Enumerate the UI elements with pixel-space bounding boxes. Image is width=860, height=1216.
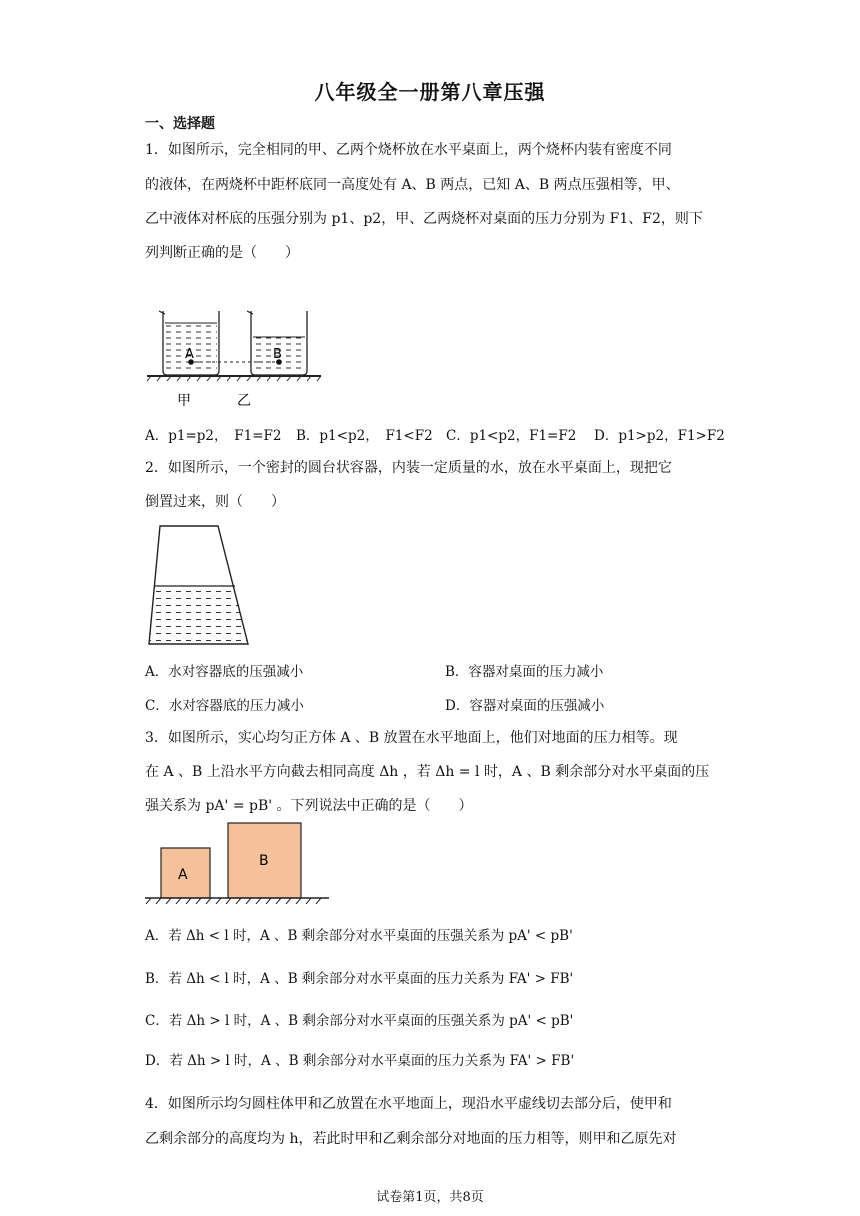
page-title: 八年级全一册第八章压强 xyxy=(314,80,546,104)
q2-option-d: D．容器对桌面的压强减小 xyxy=(445,698,605,714)
q1-option-a: A．p1=p2， F1=F2 xyxy=(145,428,282,444)
q1-label-yi: 乙 xyxy=(237,393,251,409)
q4-line-1: 4．如图所示均匀圆柱体甲和乙放置在水平地面上，现沿水平虚线切去部分后，使甲和 xyxy=(145,1096,672,1112)
q1-line-4: 列判断正确的是（ ） xyxy=(145,245,299,261)
q1-option-b: B．p1<p2， F1<F2 xyxy=(296,428,433,444)
q3-line-1: 3．如图所示，实心均匀正方体 A 、B 放置在水平地面上，他们对地面的压力相等。现 xyxy=(145,730,678,746)
q2-line-1: 2．如图所示，一个密封的圆台状容器，内装一定质量的水，放在水平桌面上，现把它 xyxy=(145,460,672,476)
q3-line-2: 在 A 、B 上沿水平方向截去相同高度 Δh ，若 Δh = l 时，A 、B 剩余部分对水平桌面的压 xyxy=(145,764,710,780)
q2-option-b: B．容器对桌面的压力减小 xyxy=(445,664,604,680)
page-footer: 试卷第1页，共8页 xyxy=(376,1190,484,1205)
q3-option-a: A．若 Δh < l 时，A 、B 剩余部分对水平桌面的压强关系为 pA' < pB' xyxy=(145,928,573,944)
q1-option-d: D．p1>p2，F1>F2 xyxy=(594,428,725,444)
section-heading: 一、选择题 xyxy=(145,116,215,132)
cube-a-label: A xyxy=(178,867,188,883)
q1-option-c: C．p1<p2，F1=F2 xyxy=(446,428,577,444)
q1-line-1: 1．如图所示，完全相同的甲、乙两个烧杯放在水平桌面上，两个烧杯内装有密度不同 xyxy=(145,142,672,158)
q2-option-a: A．水对容器底的压强减小 xyxy=(145,664,304,680)
q1-label-jia: 甲 xyxy=(177,393,191,409)
q1-point-b-label: B xyxy=(273,347,282,362)
q1-line-2: 的液体，在两烧杯中距杯底同一高度处有 A、B 两点，已知 A、B 两点压强相等，甲、 xyxy=(145,177,680,193)
q2-figure-frustum xyxy=(145,518,265,648)
q2-option-c: C．水对容器底的压力减小 xyxy=(145,698,304,714)
q1-figure-beakers xyxy=(145,305,325,410)
q2-line-2: 倒置过来，则（ ） xyxy=(145,494,285,510)
q3-option-b: B．若 Δh < l 时，A 、B 剩余部分对水平桌面的压力关系为 FA' > FB' xyxy=(145,971,574,987)
q1-line-3: 乙中液体对杯底的压强分别为 p1、p2，甲、乙两烧杯对桌面的压力分别为 F1、F2，则下 xyxy=(145,211,703,227)
q3-option-c: C．若 Δh > l 时，A 、B 剩余部分对水平桌面的压强关系为 pA' < pB' xyxy=(145,1013,574,1029)
cube-b-label: B xyxy=(259,853,269,869)
q4-line-2: 乙剩余部分的高度均为 h，若此时甲和乙剩余部分对地面的压力相等，则甲和乙原先对 xyxy=(145,1131,677,1147)
q3-option-d: D．若 Δh > l 时，A 、B 剩余部分对水平桌面的压力关系为 FA' > FB' xyxy=(145,1053,575,1069)
q3-figure-cubes xyxy=(145,820,335,904)
q3-line-3: 强关系为 pA' = pB' 。下列说法中正确的是（ ） xyxy=(145,798,473,814)
q1-point-a-label: A xyxy=(185,347,194,362)
